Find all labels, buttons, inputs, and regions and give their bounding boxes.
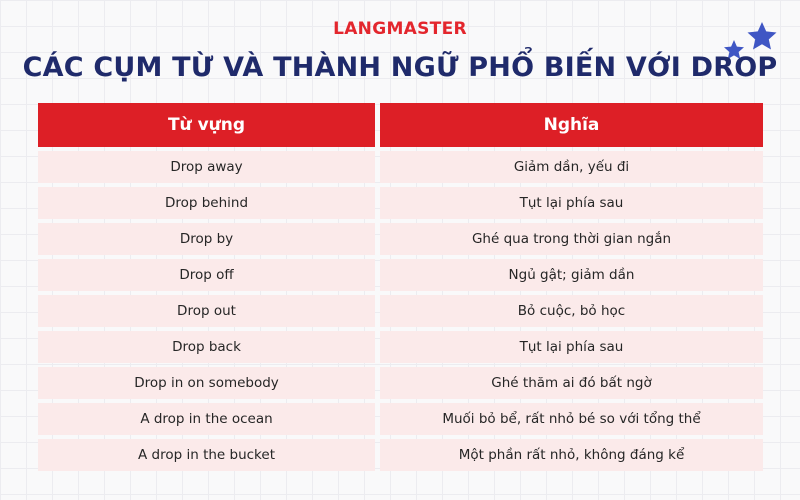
table-row xyxy=(38,295,763,327)
meaning-cell: Bỏ cuộc, bỏ học xyxy=(380,295,763,327)
table-row xyxy=(38,367,763,399)
table-row xyxy=(38,151,763,183)
vocabulary-cell: A drop in the ocean xyxy=(38,403,375,435)
header-vocabulary: Từ vựng xyxy=(38,103,375,147)
table-header-row xyxy=(38,103,763,147)
table-row xyxy=(38,223,763,255)
vocabulary-cell: A drop in the bucket xyxy=(38,439,375,471)
table-row xyxy=(38,259,763,291)
header-meaning: Nghĩa xyxy=(380,103,763,147)
meaning-cell: Giảm dần, yếu đi xyxy=(380,151,763,183)
table-row xyxy=(38,331,763,363)
meaning-cell: Ghé thăm ai đó bất ngờ xyxy=(380,367,763,399)
vocabulary-cell: Drop behind xyxy=(38,187,375,219)
table-row xyxy=(38,439,763,471)
meaning-cell: Muối bỏ bể, rất nhỏ bé so với tổng thể xyxy=(380,403,763,435)
brand-logo: LANGMASTER xyxy=(333,19,467,39)
vocabulary-cell: Drop off xyxy=(38,259,375,291)
meaning-cell: Tụt lại phía sau xyxy=(380,331,763,363)
page-title: CÁC CỤM TỪ VÀ THÀNH NGỮ PHỔ BIẾN VỚI DROP xyxy=(22,52,778,83)
vocabulary-cell: Drop away xyxy=(38,151,375,183)
vocabulary-cell: Drop out xyxy=(38,295,375,327)
vocabulary-cell: Drop by xyxy=(38,223,375,255)
meaning-cell: Một phần rất nhỏ, không đáng kể xyxy=(380,439,763,471)
vocabulary-table xyxy=(38,103,763,475)
vocabulary-cell: Drop back xyxy=(38,331,375,363)
meaning-cell: Ghé qua trong thời gian ngắn xyxy=(380,223,763,255)
meaning-cell: Tụt lại phía sau xyxy=(380,187,763,219)
table-body xyxy=(38,151,763,471)
meaning-cell: Ngủ gật; giảm dần xyxy=(380,259,763,291)
table-row xyxy=(38,187,763,219)
table-row xyxy=(38,403,763,435)
vocabulary-cell: Drop in on somebody xyxy=(38,367,375,399)
star-large-icon xyxy=(748,22,777,50)
